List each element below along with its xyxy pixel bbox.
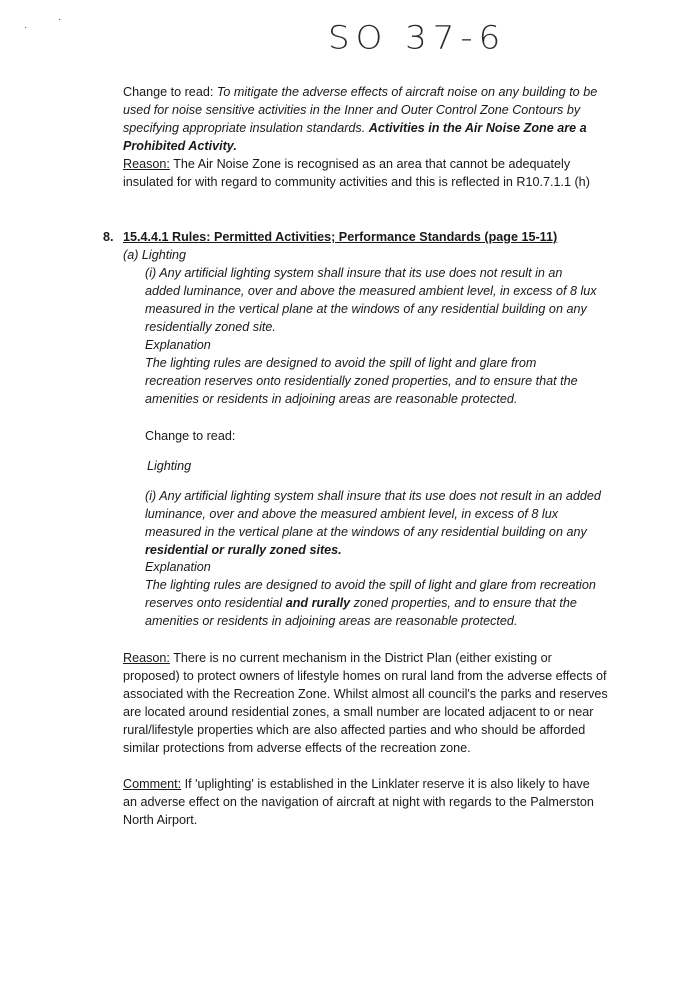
original-explanation: The lighting rules are designed to avoid the spill of light and glare from recreation reserves onto residentially zoned properties, and to ensure that the amenities or residents in adjoining areas are reasonable protected. bbox=[145, 356, 578, 406]
subsection-a-label: (a) Lighting bbox=[123, 248, 187, 262]
reason-paragraph-2: Reason: There is no current mechanism in the District Plan (either existing or proposed) to protect owners of lifestyle homes on rural land from the adverse effects of associated with the Recreation Zone. Whilst almost all council's the parks and reserves are located around residential zones, a small number are located adjacent to or near rural/lifestyle properties which are also affected parties and who should be afforded similar protections from adverse effects of the recreation zone. bbox=[123, 651, 608, 755]
change-paragraph-1: Change to read: To mitigate the adverse effects of aircraft noise on any building to be used for noise sensitive activities in the Inner and Outer Control Zone Contours by specifying appropriate insulation standards. Activities in the Air Noise Zone are a Prohibited Activity. bbox=[123, 85, 598, 153]
original-lighting-rule: (i) Any artificial lighting system shall insure that its use does not result in an added luminance, over and above the measured ambient level, in excess of 8 lux measured in the vertical plane at the windows of any residential building on any residentially zoned site. bbox=[145, 266, 597, 334]
new-lighting-rule: (i) Any artificial lighting system shall insure that its use does not result in an added luminance, over and above the measured ambient level, in excess of 8 lux measured in the vertical plane at the windows of any residential building on any residential or rurally zoned sites. bbox=[145, 489, 601, 557]
section-heading: 15.4.4.1 Rules: Permitted Activities; Performance Standards (page 15-11) bbox=[123, 230, 558, 244]
original-explanation-label: Explanation bbox=[145, 338, 211, 352]
new-explanation: The lighting rules are designed to avoid the spill of light and glare from recreation reserves onto residential and rurally zoned properties, and to ensure that the amenities or residents in adjoining areas are reasonable protected. bbox=[145, 578, 596, 628]
comment-paragraph: Comment: If 'uplighting' is established in the Linklater reserve it is also likely to have an adverse effect on the navigation of aircraft at night with regards to the Palmerston North Airport. bbox=[123, 777, 594, 827]
handwritten-reference: SO 37-6 bbox=[328, 19, 507, 57]
section-number: 8. bbox=[103, 230, 114, 244]
new-lighting-heading: Lighting bbox=[147, 459, 192, 473]
reason-paragraph-1: Reason: The Air Noise Zone is recognised as an area that cannot be adequately insulated for with regard to community activities and this is reflected in R10.7.1.1 (h) bbox=[123, 157, 590, 189]
new-explanation-label: Explanation bbox=[145, 560, 211, 574]
change-to-read-label: Change to read: bbox=[145, 429, 236, 443]
